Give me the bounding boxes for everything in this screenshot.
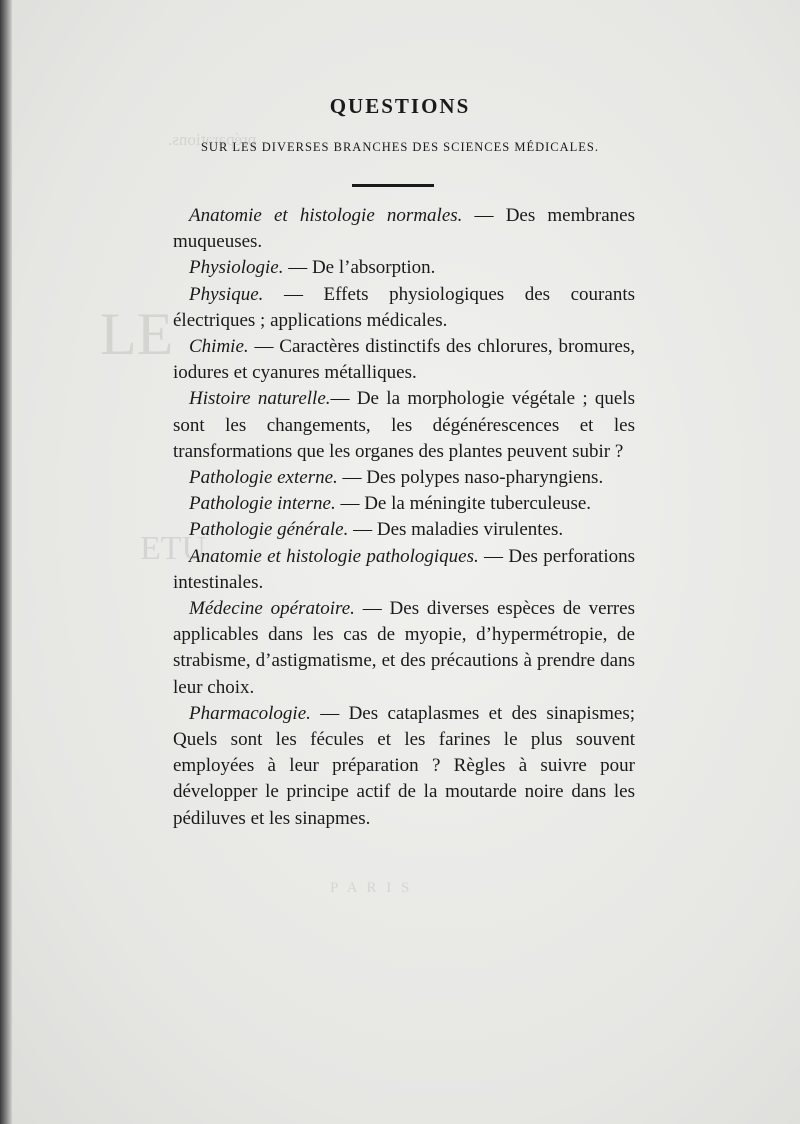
title-divider: [352, 184, 434, 187]
question-item: [173, 203, 635, 255]
question-subject: Pathologie externe.: [189, 467, 338, 489]
question-subject: Physiologie.: [189, 257, 284, 279]
question-subject: Pathologie générale.: [189, 519, 349, 541]
question-subject: Pathologie interne.: [189, 493, 336, 515]
question-subject: Anatomie et histologie normales.: [189, 205, 463, 226]
question-text: — De la morphologie végétale ; quels sont les changements, les dégénérescences et les transformations que les organes des plantes peuvent subir ?: [173, 388, 636, 462]
question-text: — Effets physiologiques des courants électriques ; applications médicales.: [173, 283, 635, 331]
question-item: [173, 491, 635, 517]
question-text: — De l’absorption.: [283, 257, 436, 279]
question-item: [173, 517, 635, 543]
bleed-through-mark: préparations.: [168, 130, 257, 149]
question-text: — Des polypes naso-pharyngiens.: [337, 467, 604, 489]
page-binding-edge: [0, 0, 12, 1124]
page-title: QUESTIONS: [329, 94, 471, 118]
question-text: — Des membranes muqueuses.: [173, 205, 635, 253]
page-subtitle: SUR LES DIVERSES BRANCHES DES SCIENCES MÉDICALES.: [200, 140, 599, 154]
question-text: — Des maladies virulentes.: [348, 519, 564, 541]
question-subject: Physique.: [189, 283, 264, 305]
bleed-through-mark: ETU: [140, 530, 207, 567]
question-item: [173, 255, 635, 281]
question-item: [173, 282, 635, 334]
question-text: — De la méningite tuberculeuse.: [335, 493, 592, 515]
question-subject: Médecine opératoire.: [189, 598, 355, 620]
question-item: [173, 386, 635, 465]
question-item: [173, 465, 635, 491]
questions-list: [173, 203, 635, 832]
question-subject: Histoire naturelle.: [189, 388, 331, 410]
question-text: — Caractères distinctifs des chlorures, bromures, iodures et cyanures métalliques.: [173, 336, 635, 384]
question-item: [173, 596, 635, 701]
question-subject: Pharmacologie.: [189, 702, 311, 724]
question-item: [173, 334, 635, 386]
question-text: — Des cataplasmes et des sinapismes; Quels sont les fécules et les farines le plus souvent employées à leur préparation ? Règles à suivre pour développer le principe actif de la moutarde noire dans les pédiluves et les sinapmes.: [173, 702, 635, 829]
question-text: — Des perforations intestinales.: [173, 545, 635, 593]
question-item: [173, 544, 635, 596]
question-item: [173, 701, 635, 832]
question-text: — Des diverses espèces de verres applicables dans les cas de myopie, d’hypermétropie, de strabisme, d’astigmatisme, et des précautions à prendre dans leur choix.: [173, 598, 635, 698]
bleed-through-mark: P A R I S: [330, 880, 413, 896]
question-subject: Chimie.: [189, 336, 249, 358]
bleed-through-mark: LE: [100, 301, 174, 367]
question-subject: Anatomie et histologie pathologiques.: [189, 545, 479, 567]
